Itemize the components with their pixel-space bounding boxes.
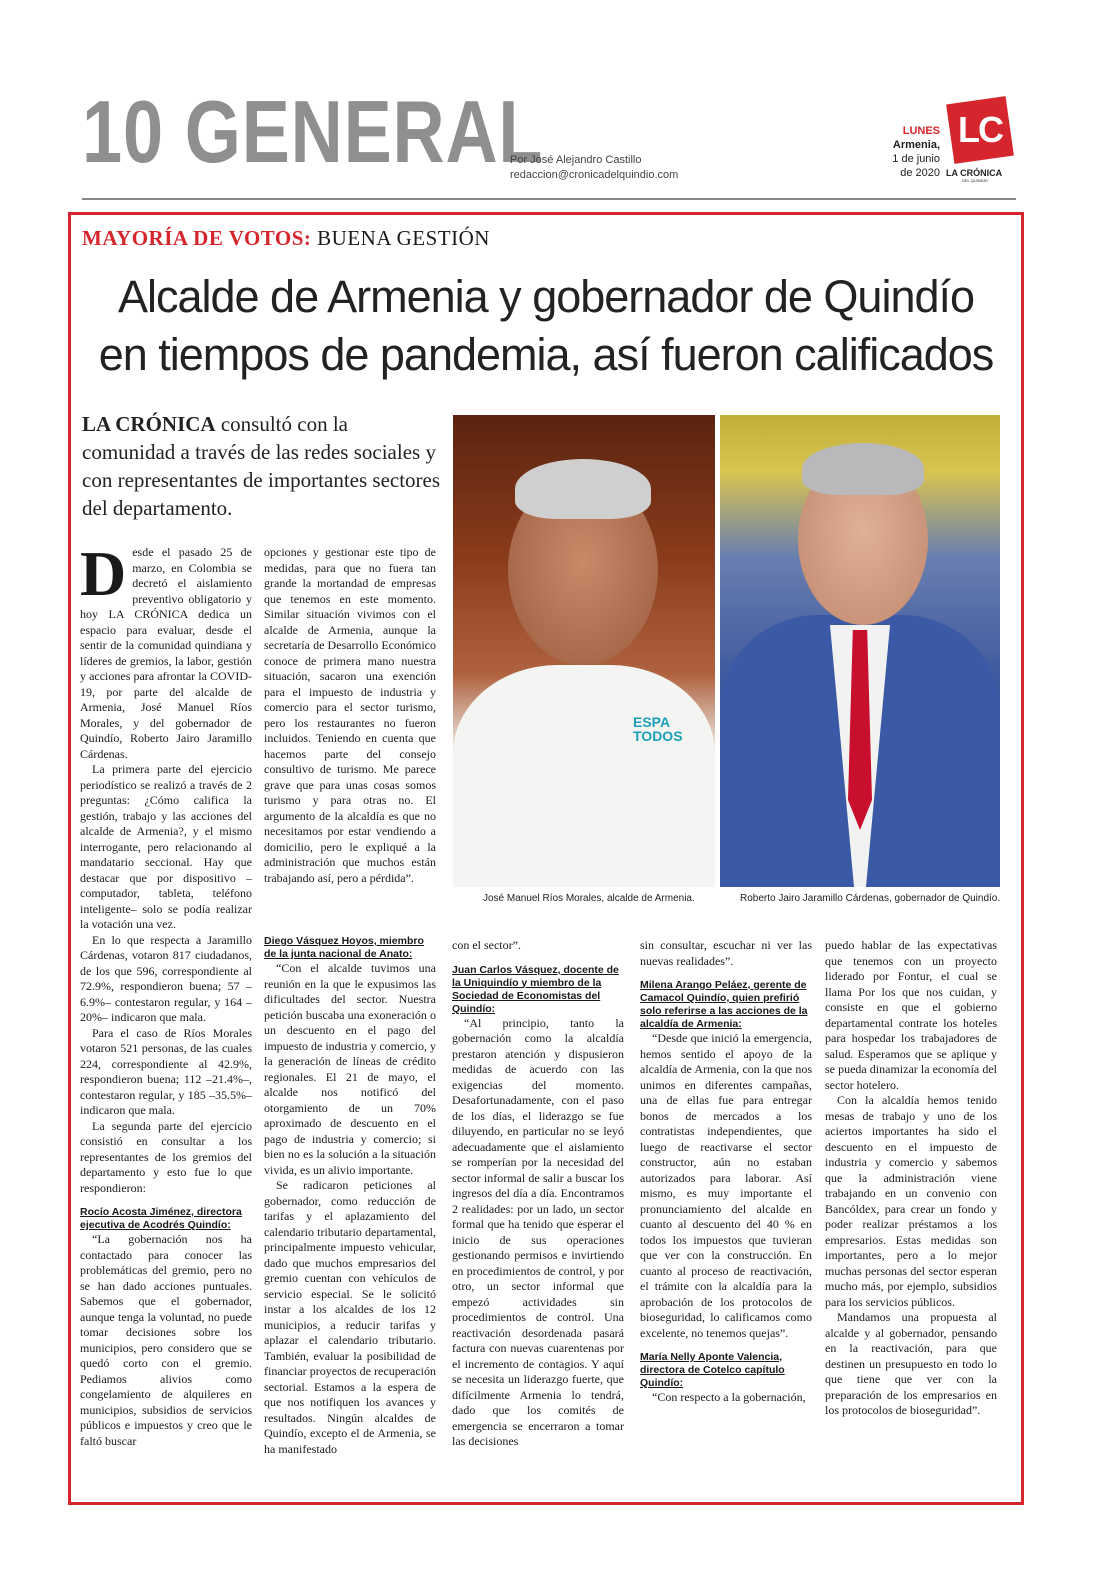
paragraph: Mandamos una propuesta al alcalde y al gobernador, pensando en la reactivación, para que destinen un presupuesto en todo lo que tiene que ver con la preparación de los empresarios en los protocolos de bioseguridad”. [825, 1310, 997, 1417]
page-header-title [82, 82, 544, 181]
logo-letters: LC [958, 109, 1002, 150]
drop-cap: D [80, 538, 127, 609]
kicker-rest: BUENA GESTIÓN [311, 226, 490, 250]
photo-hair [515, 459, 651, 519]
byline [510, 153, 678, 183]
byline-email: redaccion@cronicadelquindio.com [510, 169, 679, 181]
section-name: GENERAL [184, 82, 544, 181]
date-day: LUNES [902, 125, 940, 137]
quote-paragraph: “Desde que inició la emergencia, hemos sentido el apoyo de la alcaldía de Armenia, con la que nos unimos en diferentes campañas, una de ellas fue para entregar bonos de mercados a los contratistas independientes, que luego de reactivarse el sector constructor, aún no estaban autorizados para laborar. Así mismo, es muy importante el pronunciamiento del alcalde en cuanto al descuento del 40 % en todos los impuestos que tuvieran que ver con la construcción. En cuanto al proceso de reactivación, el trámite con la alcaldía para la aprobación de los protocolos de bioseguridad, lo calificamos como excelente, no tenemos quejas”. [640, 1031, 812, 1340]
quote-paragraph: “La gobernación nos ha contactado para conocer las problemáticas del gremio, pero no se han dado acciones puntuales. Sabemos que el gobernador, aunque tenga la voluntad, no puede tomar decisiones sobre los municipios, pero considero que se quedó corto con el gremio. Pediamos alivios como congelamiento de alquileres en municipios, subsidios de servicios públicos e impuestos y creo que le faltó buscar [80, 1232, 252, 1448]
lead-text: consultó con la comunidad a través de las redes sociales y con representantes de importantes sectores del departamento. [82, 412, 441, 520]
paragraph: sin consultar, escuchar ni ver las nuevas realidades”. [640, 938, 812, 968]
source-attribution: Juan Carlos Vásquez, docente de la Uniquindío y miembro de la Sociedad de Economistas del Quindío: [452, 963, 619, 1015]
quote-paragraph: “Al principio, tanto la gobernación como la alcaldía prestaron atención y dispusieron medidas de acuerdo con las exigencias del momento. Desafortunadamente, con el paso de los días, el liderazgo se fue diluyendo, en particular no se leyó adecuadamente que el aislamiento se romperían por la necesidad del sector informal de salir a buscar los ingresos del día a día. Encontramos 2 realidades: por un lado, un sector formal que ha tenido que esperar el inicio de sus operaciones gestionando permisos e invirtiendo en procedimientos de control, y por otro, un sector informal que empezó actividades sin procedimientos de control. Una reactivación desordenada pasará factura con nuevas cuarentenas por el incremento de contagios. Y aquí se necesita un liderazgo fuerte, que difícilmente Armenia lo tendrá, dado que los comités de emergencia se encerraron a tomar las decisiones [452, 1015, 624, 1448]
shirt-logo: ESPA TODOS [633, 714, 683, 744]
kicker-bold: MAYORÍA DE VOTOS: [82, 226, 312, 250]
byline-author: Por José Alejandro Castillo [510, 154, 642, 166]
body-column-2 [264, 545, 436, 886]
date-block [860, 124, 940, 180]
article-kicker [82, 226, 490, 250]
source-attribution: Milena Arango Peláez, gerente de Camacol Quindío, quien prefirió solo referirse a las acciones de la alcaldía de Armenia: [640, 979, 808, 1030]
source-attribution: Diego Vásquez Hoyos, miembro de la junta nacional de Anato: [264, 935, 424, 960]
quote-paragraph: Se radicaron peticiones al gobernador, como reducción de tarifas y el aplazamiento del calendario tributario departamental, principalmente impuesto vehicular, dado que muchos empresarios del gremio cuentan con vehículos de servicio especial. Se le solicitó instar a los alcaldes de los 12 municipios, a reducir tarifas y aplazar el calendario tributario. También, evaluar la posibilidad de financiar proyectos de recuperación sectorial. Estamos a la espera de que nos notifiquen los avances y resultados. Ningún alcaldes de Quindío, excepto el de Armenia, se ha manifestado [264, 1178, 436, 1456]
paragraph: Con la alcaldía hemos tenido mesas de trabajo y uno de los aciertos importantes ha sido el descuento en el impuesto de industria y comercio y sabemos que la administración viene trabajando en un convenio con Bancóldex, para crear un fondo y poder realizar préstamos a los empresarios. Estas medidas son importantes, pero a lo mejor muchas personas del sector esperan mucho más, por ejemplo, subsidios para los servicios públicos. [825, 1093, 997, 1309]
paragraph: opciones y gestionar este tipo de medidas, para que no fuera tan grande la mortandad de empresas que tenemos en este momento. Similar situación vivimos con el alcalde de Armenia, aunque la secretaría de Desarrollo Económico conoce de primera mano nuestra situación, sacaron una exención para el impuesto de industria y comercio para el sector turismo, pero los restaurantes no fueron incluidos. Teniendo en cuenta que hacemos parte del consejo consultivo de turismo. Me parece grave que para unas cosas somos turismo y para otras no. El argumento de la alcaldía es que no necesitamos por estar vendiendo a domicilio, pero le expliqué a la administración que muchos están trabajando así, pero a pérdida”. [264, 545, 436, 885]
mayor-photo [453, 415, 715, 887]
governor-photo [720, 415, 1000, 887]
header-divider [82, 198, 1016, 200]
body-column-3 [452, 938, 624, 1450]
headline-line-2: en tiempos de pandemia, así fueron calificados [98, 329, 994, 380]
newspaper-logo [946, 96, 1014, 164]
paragraph: puedo hablar de las expectativas que tenemos con un proyecto liderado por Fontur, el cual se llama Por los que nos cuidan, y consiste en que el gobierno departamental contrate los hoteles para hospedar los trabajadores de salud. Esperamos que se aplique y se pueda dinamizar la economía del sector hotelero. [825, 938, 997, 1092]
article-headline [76, 268, 1016, 384]
lead-bold: LA CRÓNICA [82, 412, 216, 436]
page-number: 10 [82, 82, 164, 181]
body-column-4 [640, 938, 812, 1406]
quote-paragraph: “Con respecto a la gobernación, [652, 1390, 806, 1404]
mayor-photo-caption: José Manuel Ríos Morales, alcalde de Armenia. [483, 893, 695, 904]
source-attribution: María Nelly Aponte Valencia, directora de Cotelco capítulo Quindío: [640, 1351, 785, 1389]
date-line-2: de 2020 [900, 167, 940, 179]
paragraph: Para el caso de Ríos Morales votaron 521 personas, de las cuales 224, correspondiente al 42.9%, respondieron buena; 112 –21.4%–, contestaron regular, y 185 –35.5%– indicaron que mala. [80, 1025, 252, 1117]
date-line-1: 1 de junio [892, 153, 940, 165]
photo-shirt [453, 665, 715, 887]
body-column-2-lower [264, 925, 436, 1457]
headline-line-1: Alcalde de Armenia y gobernador de Quindío [117, 271, 975, 322]
source-attribution: Rocío Acosta Jiménez, directora ejecutiva de Acodrés Quindío: [80, 1206, 242, 1231]
logo-name: LA CRÓNICA [946, 168, 1003, 178]
body-column-1 [80, 538, 252, 1449]
date-city: Armenia, [892, 139, 940, 151]
paragraph: La primera parte del ejercicio periodístico se realizó a través de 2 preguntas: ¿Cómo califica la gestión, trabajo y las acciones del alcalde de Armenia?, y el mismo interrogante, pero relacionando al mandatario seccional. Hay que destacar que por dispositivo –computador, tableta, teléfono inteligente– solo se podía realizar la votación una vez. [80, 762, 252, 931]
paragraph: En lo que respecta a Jaramillo Cárdenas, votaron 817 ciudadanos, de los que 596, correspondiente al 72.9%, respondieron buena; 57 –6.9%– contestaron regular, y 164 –20%– indicaron que mala. [80, 932, 252, 1024]
paragraph: con el sector”. [452, 938, 521, 952]
article-lead [82, 410, 446, 522]
paragraph: La segunda parte del ejercicio consistió en consultar a los representantes de los gremios del departamento y esto fue lo que respondieron: [80, 1118, 252, 1195]
paragraph [80, 538, 252, 762]
photo-hair [802, 443, 924, 495]
governor-photo-caption: Roberto Jairo Jaramillo Cárdenas, gobernador de Quindío. [740, 893, 1001, 904]
body-column-5 [825, 938, 997, 1419]
quote-paragraph: “Con el alcalde tuvimos una reunión en la que le expusimos las dificultades del sector. Nuestra petición buscaba una exoneración o un descuento en el pago del impuesto de industria y comercio, y la generación de líneas de crédito regionales. El 21 de mayo, el alcalde nos notificó del otorgamiento de un 70% aproximado de descuento en el pago de industria y comercio; si bien no es la solución a la situación vivida, es un alivio importante. [264, 961, 436, 1177]
logo-subtitle: DEL QUINDÍO [962, 178, 988, 183]
paragraph-text: esde el pasado 25 de marzo, en Colombia se decretó el aislamiento preventivo obligatorio y hoy LA CRÓNICA dedica un espacio para evaluar, desde el sentir de la comunidad quindiana y líderes de gremios, la labor, gestión y acciones para afrontar la COVID-19, por parte del alcalde de Armenia, José Manuel Ríos Morales, y del gobernador de Quindío, Roberto Jairo Jaramillo Cárdenas. [80, 545, 252, 761]
